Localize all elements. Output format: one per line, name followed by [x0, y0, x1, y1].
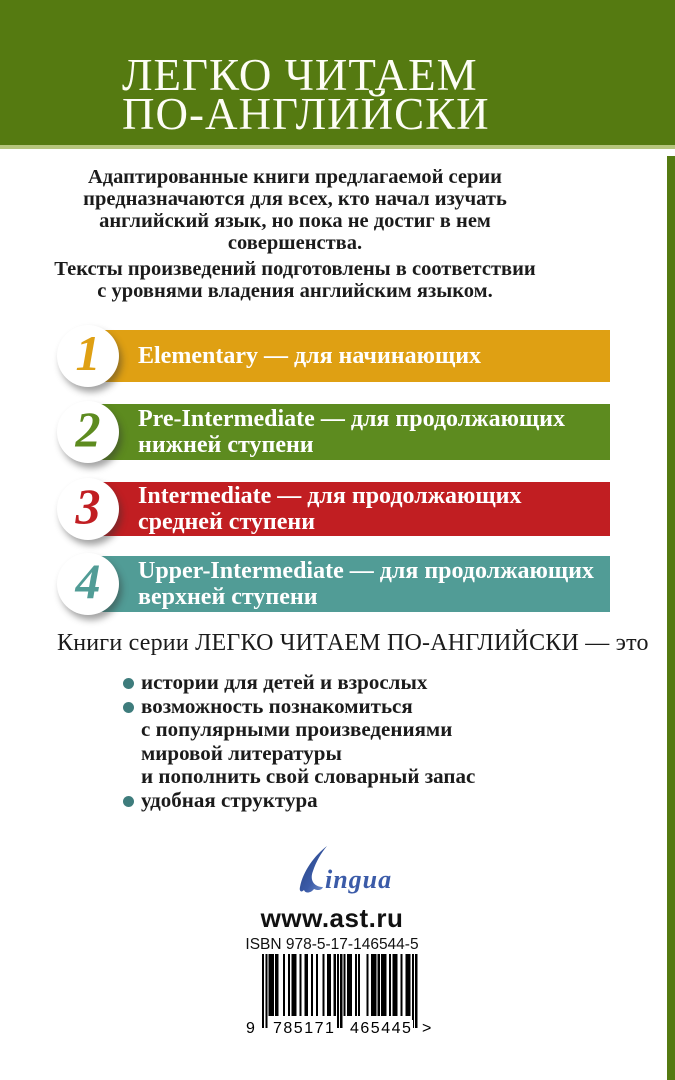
list-item-text: истории для детей и взрослых: [141, 670, 428, 694]
intro-line: с уровнями владения английским языком.: [97, 280, 493, 302]
level-number-circle: [57, 553, 119, 615]
header-band: [0, 0, 675, 149]
list-item: [123, 671, 475, 695]
bullet-icon: [123, 796, 134, 807]
list-item-text: возможность познакомиться: [141, 693, 413, 718]
isbn-label: ISBN 978-5-17-146544-5: [245, 936, 419, 953]
level-bar-text: Elementary — для начинающих: [138, 343, 482, 369]
list-item-text: удобная структура: [141, 787, 318, 812]
logo-text: ingua: [325, 865, 393, 894]
level-number: 1: [75, 325, 101, 381]
level-number: 3: [75, 478, 101, 534]
series-title-line1: ЛЕГКО ЧИТАЕМ: [122, 50, 478, 100]
intro-paragraph-2: [0, 258, 590, 302]
ean13-barcode: [245, 954, 445, 1049]
publisher-website: www.ast.ru: [260, 903, 404, 933]
list-item: [123, 718, 475, 742]
level-number: 2: [75, 401, 101, 457]
level-bar-text: Upper-Intermediate — для продолжающих: [138, 558, 594, 584]
level-bar-elementary: [100, 330, 610, 382]
barcode-bars: [262, 954, 418, 1030]
intro-line: Тексты произведений подготовлены в соответствии: [54, 258, 536, 280]
level-bar-upper-intermediate: [100, 556, 610, 612]
list-item-text: и пополнить свой словарный запас: [141, 764, 476, 788]
level-bar-text: нижней ступени: [138, 432, 314, 458]
series-summary-heading: Книги серии ЛЕГКО ЧИТАЕМ ПО-АНГЛИЙСКИ — это: [57, 630, 649, 656]
level-number-circle: [57, 478, 119, 540]
level-number: 4: [75, 553, 101, 609]
level-row-4: [75, 553, 610, 612]
level-number-circle: [57, 325, 119, 387]
series-feature-list: [123, 671, 475, 812]
intro-paragraph-1: [0, 166, 590, 254]
right-edge-strip: [667, 156, 675, 1080]
intro-line: английский язык, но пока не достиг в нем: [99, 210, 491, 232]
intro-line: Адаптированные книги предлагаемой серии: [87, 166, 502, 188]
intro-text: [0, 166, 590, 302]
level-row-3: [75, 478, 610, 536]
barcode-digits-right: 465445: [350, 1020, 413, 1037]
level-row-2: [75, 401, 610, 460]
level-bar-text: Intermediate — для продолжающих: [138, 483, 522, 509]
level-bar-text: средней ступени: [138, 509, 316, 535]
level-bar-text: Pre-Intermediate — для продолжающих: [138, 406, 566, 432]
level-row-1: [75, 325, 610, 382]
bullet-icon: [123, 702, 134, 713]
level-bar-pre-intermediate: [100, 404, 610, 460]
intro-line: совершенства.: [227, 232, 363, 254]
list-item-text: мировой литературы: [141, 740, 342, 765]
series-title: [122, 50, 490, 139]
barcode-digit-lead: 9: [246, 1020, 257, 1037]
list-item: [123, 765, 475, 789]
series-title-line2: ПО-АНГЛИЙСКИ: [122, 89, 490, 139]
level-number-circle: [57, 401, 119, 463]
bullet-icon: [123, 678, 134, 689]
list-item: [123, 742, 475, 766]
list-item: [123, 789, 475, 813]
list-item: [123, 695, 475, 719]
intro-line: предназначаются для всех, кто начал изучать: [83, 188, 507, 210]
lingua-logo: [283, 845, 403, 907]
level-bar-intermediate: [100, 482, 610, 536]
barcode-tail-mark: >: [422, 1020, 432, 1037]
level-bar-text: верхней ступени: [138, 584, 318, 610]
list-item-text: с популярными произведениями: [141, 717, 453, 741]
barcode-digits-left: 785171: [273, 1020, 336, 1037]
